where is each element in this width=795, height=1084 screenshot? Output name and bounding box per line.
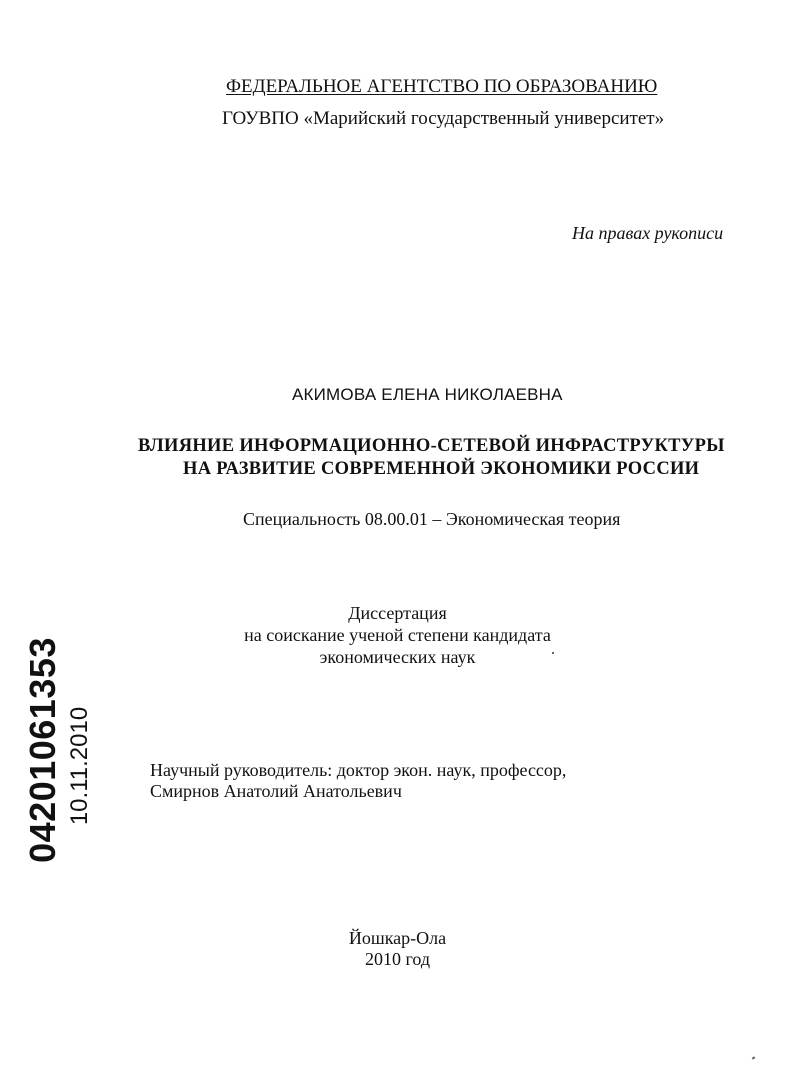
library-stamp-number: 04201061353	[22, 637, 63, 863]
scan-speck	[752, 1056, 756, 1059]
degree-line-2: экономических наук	[319, 647, 476, 667]
scan-dot	[552, 652, 554, 654]
degree-line-1: на соискание ученой степени кандидата	[244, 625, 551, 645]
supervisor-line-2: Смирнов Анатолий Анатольевич	[150, 781, 402, 801]
dissertation-title-line-1: ВЛИЯНИЕ ИНФОРМАЦИОННО-СЕТЕВОЙ ИНФРАСТРУКТУРЫ	[138, 436, 725, 456]
city: Йошкар-Ола	[348, 928, 447, 948]
university-name: ГОУВПО «Марийский государственный университет»	[222, 108, 665, 129]
library-stamp-date: 10.11.2010	[66, 706, 93, 826]
dissertation-type: Диссертация	[348, 603, 447, 623]
supervisor-line-1: Научный руководитель: доктор экон. наук, профессор,	[150, 760, 567, 780]
year: 2010 год	[364, 949, 431, 969]
author-name: АКИМОВА ЕЛЕНА НИКОЛАЕВНА	[292, 385, 563, 404]
dissertation-title-line-2: НА РАЗВИТИЕ СОВРЕМЕННОЙ ЭКОНОМИКИ РОССИИ	[183, 459, 700, 479]
agency-heading: ФЕДЕРАЛЬНОЕ АГЕНТСТВО ПО ОБРАЗОВАНИЮ	[226, 76, 658, 97]
manuscript-note: На правах рукописи	[572, 223, 724, 243]
specialty-line: Специальность 08.00.01 – Экономическая теория	[243, 509, 621, 529]
